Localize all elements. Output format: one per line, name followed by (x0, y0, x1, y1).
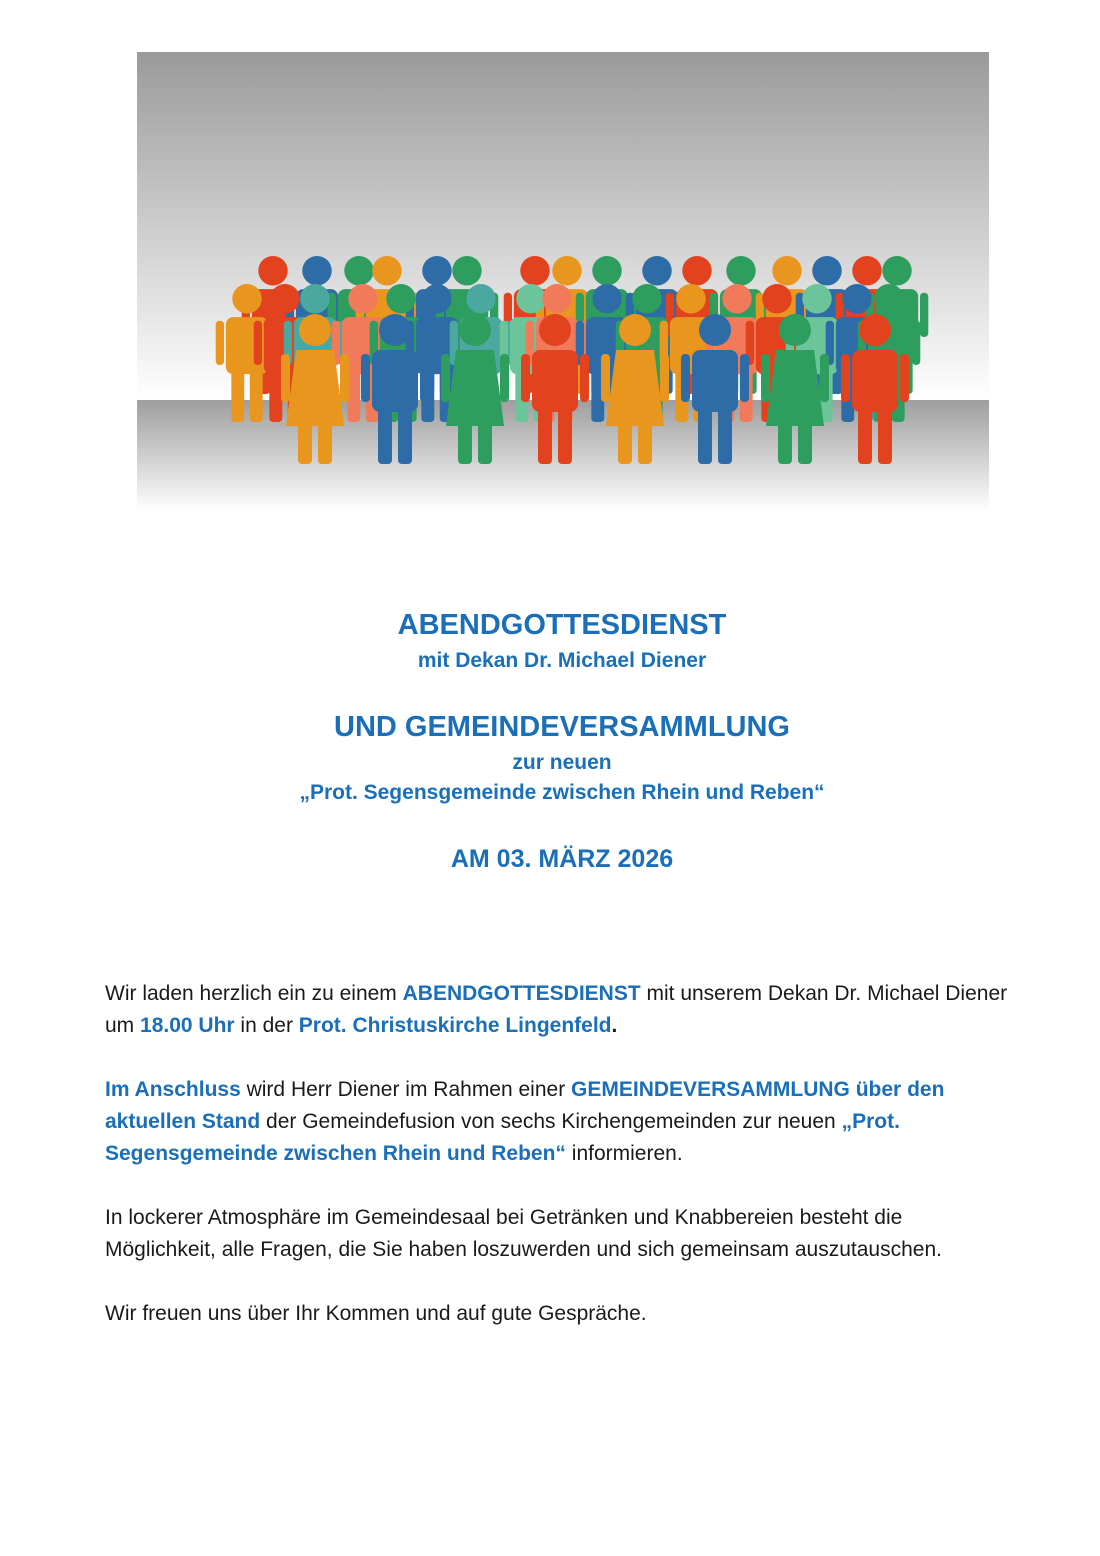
subtitle-dekan: mit Dekan Dr. Michael Diener (417, 649, 707, 672)
highlight-gemeindeversammlung: GEMEINDEVERSAMMLUNG über den aktuellen Stand (105, 1078, 945, 1133)
title-abendgottesdienst: ABENDGOTTESDIENST (397, 609, 727, 641)
heading-block (0, 604, 1100, 880)
text-segment: . (611, 1014, 618, 1037)
paragraph-atmosphere: In lockerer Atmosphäre im Gemeindesaal bei Getränken und Knabbereien besteht die Möglichkeit, alle Fragen, die Sie haben loszuwerden und sich gemeinsam auszutauschen. (105, 1206, 942, 1261)
crowd-of-people-icon (137, 52, 989, 512)
event-date: AM 03. MÄRZ 2026 (450, 845, 674, 873)
paragraph-invitation (105, 978, 1015, 1042)
paragraph-assembly (105, 1074, 1015, 1170)
body-text (105, 978, 1015, 1362)
highlight-time: 18.00 Uhr (140, 1014, 235, 1037)
highlight-segensgemeinde: „Prot. Segensgemeinde zwischen Rhein und Reben“ (105, 1110, 900, 1165)
subtitle-segensgemeinde: „Prot. Segensgemeinde zwischen Rhein und Reben“ (299, 781, 825, 804)
highlight-abendgottesdienst: ABENDGOTTESDIENST (402, 982, 641, 1005)
text-segment: Wir laden herzlich ein zu einem (105, 982, 403, 1005)
title-gemeindeversammlung: UND GEMEINDEVERSAMMLUNG (334, 711, 790, 743)
paragraph-closing: Wir freuen uns über Ihr Kommen und auf gute Gespräche. (105, 1302, 647, 1325)
hero-image (137, 52, 989, 512)
highlight-church: Prot. Christuskirche Lingenfeld (298, 1014, 612, 1037)
text-segment: mit unserem Dekan Dr. Michael Diener um (105, 982, 1008, 1037)
highlight-im-anschluss: Im Anschluss (105, 1078, 241, 1101)
subtitle-zur-neuen: zur neuen (512, 751, 612, 774)
text-segment: in der (234, 1014, 299, 1037)
text-segment: der Gemeindefusion von sechs Kirchengemeinden zur neuen (260, 1110, 842, 1133)
text-segment: wird Herr Diener im Rahmen einer (240, 1078, 572, 1101)
text-segment: informieren. (565, 1142, 683, 1165)
